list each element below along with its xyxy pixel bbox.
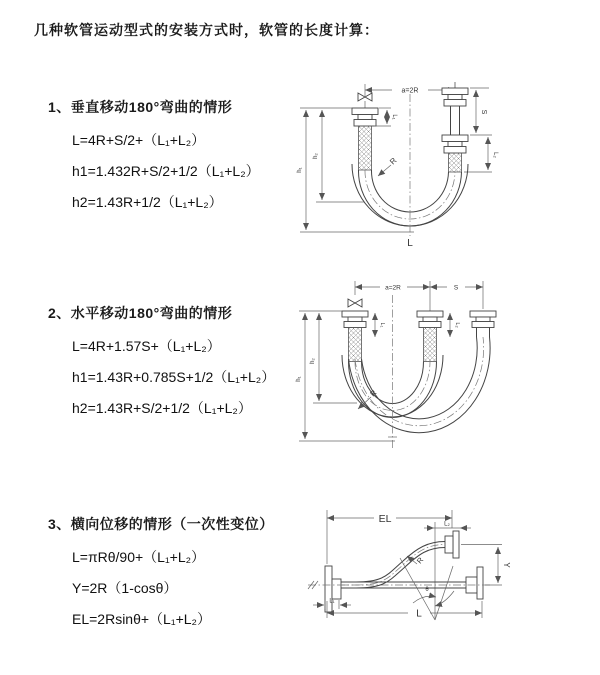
- dim-h1: [297, 108, 414, 232]
- dim-l2: [450, 313, 460, 337]
- diagram-vertical-u-bend: [292, 64, 592, 264]
- left-flange: [325, 566, 341, 612]
- hose-s-curve: [341, 542, 445, 589]
- hose-position-2: [349, 337, 491, 433]
- formula-line: L=4R+S/2+（L₁+L₂）: [72, 132, 206, 148]
- dim-y-label: Y: [502, 562, 511, 568]
- dim-l1-label: L₁: [329, 598, 335, 605]
- dim-l: [327, 598, 482, 620]
- formula-line: L=πRθ/90+（L₁+L₂）: [72, 549, 206, 565]
- left-fitting: [342, 311, 368, 362]
- dim-s: [430, 285, 483, 292]
- formula-line: h1=1.432R+S/2+1/2（L₁+L₂）: [72, 163, 260, 179]
- dim-s-label: S: [480, 109, 487, 115]
- section-1-heading: 1、垂直移动180°弯曲的情形: [48, 99, 233, 115]
- dim-a-2r: [365, 82, 455, 96]
- dim-h1: [296, 311, 395, 441]
- left-fitting: [352, 108, 378, 170]
- dim-s-label: S: [453, 284, 459, 292]
- dim-l1-label: L₁: [391, 114, 397, 120]
- section-horizontal-bend: [48, 303, 275, 424]
- formula-line: h2=1.43R+1/2（L₁+L₂）: [72, 194, 223, 210]
- formula-line: h1=1.43R+0.785S+1/2（L₁+L₂）: [72, 369, 276, 385]
- right-fitting: [442, 82, 468, 172]
- middle-fitting: [417, 311, 443, 362]
- dim-l1: [375, 313, 385, 337]
- angle-label: θ: [425, 587, 429, 593]
- section-3-heading: 3、横向位移的情形（一次性变位）: [48, 516, 274, 532]
- diagram-lateral-displacement: [296, 500, 598, 658]
- section-vertical-bend: [48, 97, 260, 218]
- dim-a-label: a=2R: [401, 87, 419, 95]
- formula-line: L=4R+1.57S+（L₁+L₂）: [72, 338, 221, 354]
- dim-el-label: EL: [378, 513, 392, 525]
- radius-label: R: [414, 555, 426, 566]
- length-label: L: [416, 608, 422, 620]
- dim-h1-label: h₁: [296, 376, 302, 382]
- dim-l2: [424, 522, 471, 529]
- dim-h1-label: h₁: [297, 167, 303, 173]
- dim-el: [327, 510, 452, 564]
- radius-label: R: [368, 388, 379, 399]
- formula-line: EL=2Rsinθ+（L₁+L₂）: [72, 611, 211, 627]
- page-title: 几种软管运动型式的安装方式时，软管的长度计算：: [34, 22, 379, 38]
- moved-flange: [445, 531, 459, 558]
- length-label: L: [407, 238, 413, 249]
- formula-line: h2=1.43R+S/2+1/2（L₁+L₂）: [72, 400, 252, 416]
- centerline: [388, 295, 397, 449]
- dim-l2-label: L₂: [444, 521, 450, 528]
- dim-a-label: a=2R: [385, 284, 401, 292]
- dim-s: [470, 88, 492, 135]
- diagram-horizontal-u-bend: [295, 279, 595, 457]
- moved-fitting: [470, 311, 496, 337]
- section-lateral-displacement: [48, 514, 274, 635]
- dim-h2-label: h₂: [310, 358, 316, 364]
- section-2-heading: 2、水平移动180°弯曲的情形: [48, 305, 233, 321]
- valve-icon: [348, 299, 362, 307]
- formula-line: Y=2R（1-cosθ）: [72, 580, 178, 596]
- dim-l2-label: L₂: [454, 322, 460, 328]
- dim-a-2r: [355, 281, 483, 311]
- dim-l2-label: L₂: [492, 152, 498, 158]
- right-flange: [466, 567, 483, 599]
- radius-label: R: [388, 156, 399, 167]
- dim-h2-label: h₂: [313, 153, 319, 159]
- radius-leader: [378, 156, 399, 176]
- angle-theta: [400, 558, 454, 620]
- dim-l2: [464, 137, 498, 172]
- radius-leader: [407, 555, 426, 565]
- dim-l1-label: L₁: [379, 322, 385, 328]
